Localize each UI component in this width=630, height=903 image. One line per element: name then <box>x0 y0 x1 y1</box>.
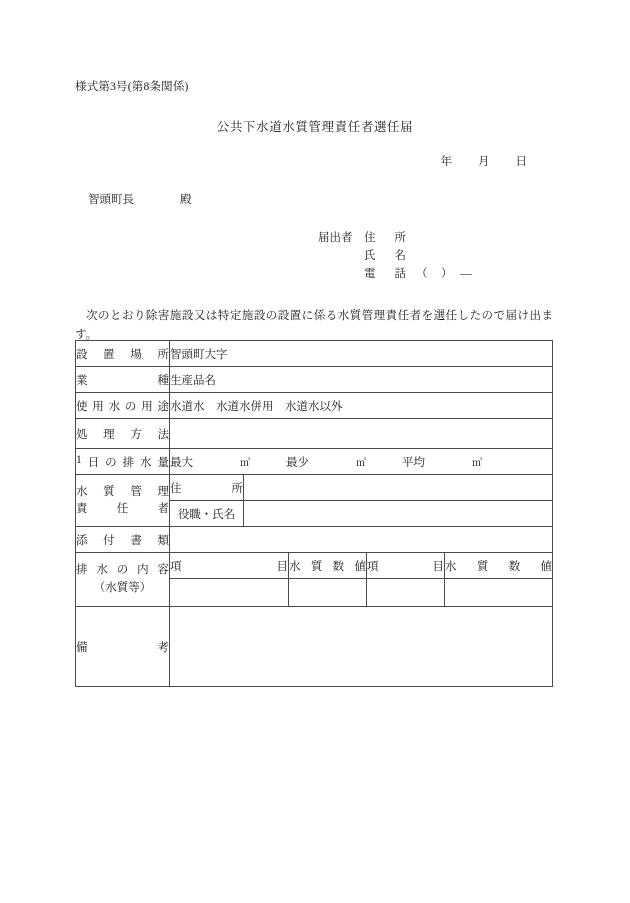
value-remarks[interactable] <box>170 607 553 687</box>
sublabel-manager-address-text: 住 所 <box>170 482 243 495</box>
sublabel-manager-title-name-text: 役職・氏名 <box>177 508 236 521</box>
submitter-name-label-char-1: 氏 <box>364 250 376 262</box>
value-install-location[interactable]: 智頭町大字 <box>170 341 553 367</box>
submitter-address-label <box>364 229 406 245</box>
table-row-business-type <box>76 367 553 393</box>
value-manager-address[interactable] <box>244 475 553 501</box>
label-install-location-text: 設 置 場 所 <box>76 348 169 361</box>
header-effluent-item-1-text: 項 目 <box>170 560 288 573</box>
table-row-remarks <box>76 607 553 687</box>
header-effluent-item-1 <box>170 553 289 579</box>
addressee <box>88 191 192 207</box>
header-effluent-value-1 <box>289 553 367 579</box>
label-water-usage-text: 使 用 水 の 用 途 <box>76 400 169 413</box>
submitter-address-label-char-1: 住 <box>364 232 376 244</box>
discharge-max-unit: ㎥ <box>240 457 250 469</box>
label-business-type-text: 業 種 <box>76 374 169 387</box>
label-attachments <box>76 527 170 553</box>
value-effluent-value-1[interactable] <box>289 579 367 607</box>
date-month-label: 月 <box>478 156 490 168</box>
value-water-usage[interactable]: 水道水 水道水併用 水道水以外 <box>170 393 553 419</box>
submitter-key-label: 届出者 <box>318 232 353 244</box>
label-install-location <box>76 341 170 367</box>
label-water-usage <box>76 393 170 419</box>
label-effluent-line2: （水質等） <box>93 582 152 594</box>
label-manager-line1: 水 質 管 理 <box>76 485 169 498</box>
submitter-name-label <box>364 247 406 263</box>
document-title: 公共下水道水質管理責任者選任届 <box>216 120 414 134</box>
header-effluent-value-2-text: 水 質 数 値 <box>445 560 553 573</box>
label-attachments-text: 添 付 書 類 <box>76 534 169 547</box>
label-remarks-text: 備 考 <box>76 641 169 654</box>
value-business-type[interactable]: 生産品名 <box>170 367 553 393</box>
discharge-min-unit: ㎥ <box>356 457 366 469</box>
value-effluent-item-2[interactable] <box>367 579 445 607</box>
table-row-effluent-headers <box>76 553 553 579</box>
discharge-avg-label: 平均 <box>402 456 425 469</box>
label-manager-line2: 責 任 者 <box>76 502 169 515</box>
sublabel-manager-address <box>170 475 244 501</box>
discharge-avg-unit: ㎥ <box>472 457 482 469</box>
submitter-block <box>318 229 473 283</box>
header-effluent-item-2 <box>367 553 445 579</box>
addressee-name: 智頭町長 <box>88 194 134 206</box>
submitter-phone-row <box>318 265 473 283</box>
table-row-daily-discharge <box>76 449 553 475</box>
table-row-manager-address <box>76 475 553 501</box>
discharge-min-label: 最少 <box>286 456 309 469</box>
submitter-phone-label <box>364 265 406 281</box>
value-attachments[interactable] <box>170 527 553 553</box>
date-line <box>441 153 528 169</box>
header-effluent-value-1-text: 水 質 数 値 <box>289 560 366 573</box>
submitter-address-row <box>318 229 473 247</box>
table-row-water-usage <box>76 393 553 419</box>
submitter-name-label-char-2: 名 <box>394 250 406 262</box>
submitter-phone-label-char-2: 話 <box>394 268 406 280</box>
label-treatment-method-text: 処 理 方 法 <box>76 428 169 441</box>
date-year-label: 年 <box>440 156 452 168</box>
label-effluent-line1: 排 水 の 内 容 <box>76 564 169 576</box>
value-effluent-item-1[interactable] <box>170 579 289 607</box>
sublabel-manager-title-name <box>170 501 244 527</box>
declaration-table <box>75 340 553 687</box>
label-treatment-method <box>76 419 170 449</box>
body-paragraph: 次のとおり除害施設又は特定施設の設置に係る水質管理責任者を選任したので届け出ます。 <box>75 310 553 341</box>
submitter-phone-label-char-1: 電 <box>364 268 376 280</box>
date-day-label: 日 <box>515 156 527 168</box>
header-effluent-item-2-text: 項 目 <box>367 560 444 573</box>
value-daily-discharge[interactable] <box>170 449 553 475</box>
table-row-install-location <box>76 341 553 367</box>
submitter-phone-value[interactable]: （ ） ― <box>416 268 473 280</box>
addressee-honorific: 殿 <box>180 194 192 206</box>
submitter-name-row <box>318 247 473 265</box>
table-row-treatment-method <box>76 419 553 449</box>
label-daily-discharge <box>76 449 170 475</box>
label-business-type <box>76 367 170 393</box>
label-water-quality-manager <box>76 475 170 527</box>
table-row-attachments <box>76 527 553 553</box>
label-daily-discharge-text: 1 日 の 排 水 量 <box>76 453 169 469</box>
label-effluent-content <box>76 553 170 607</box>
header-effluent-value-2 <box>445 553 553 579</box>
form-number: 様式第3号(第8条関係) <box>75 81 189 93</box>
value-effluent-value-2[interactable] <box>445 579 553 607</box>
discharge-max-label: 最大 <box>170 456 193 469</box>
label-remarks <box>76 607 170 687</box>
submitter-address-label-char-2: 所 <box>394 232 406 244</box>
value-treatment-method[interactable] <box>170 419 553 449</box>
value-manager-title-name[interactable] <box>244 501 553 527</box>
